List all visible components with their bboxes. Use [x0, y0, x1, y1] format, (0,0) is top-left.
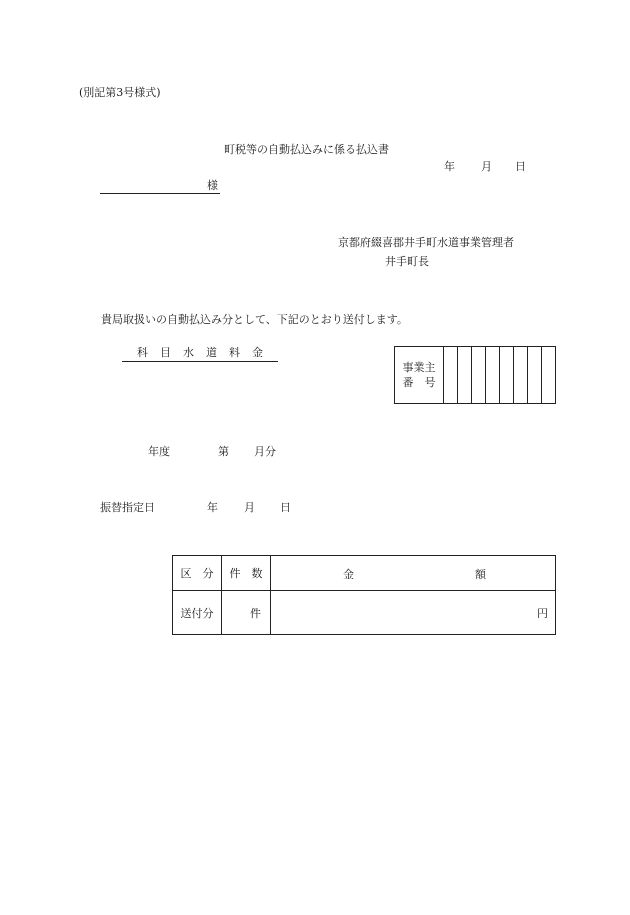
body-text: 貴局取扱いの自動払込み分として、下記のとおり送付します。 [101, 313, 408, 326]
recipient-name-line[interactable] [100, 193, 220, 194]
subject-char: 科 [137, 346, 148, 359]
summary-table [172, 555, 556, 635]
sent-amount-cell[interactable] [271, 591, 556, 635]
transfer-month-label: 月 [244, 501, 255, 514]
fiscal-year-label: 年度 [148, 445, 170, 458]
business-number-digit-cell[interactable] [458, 347, 472, 404]
business-number-label [395, 347, 444, 404]
business-number-digit-cell[interactable] [486, 347, 500, 404]
subject-char: 料 [229, 346, 240, 359]
business-number-label-line1: 事業主 [402, 361, 436, 374]
business-number-digit-cell[interactable] [472, 347, 486, 404]
period-ordinal-label: 第 [218, 445, 229, 458]
count-header: 件 数 [222, 556, 271, 591]
business-number-digit-cell[interactable] [514, 347, 528, 404]
business-number-label-line2: 番 号 [402, 376, 436, 389]
sent-count-cell[interactable] [222, 591, 271, 635]
subject-char: 道 [206, 346, 217, 359]
issuer-line-2: 井手町長 [385, 255, 429, 268]
summary-header-row [173, 556, 556, 591]
category-header: 区 分 [173, 556, 222, 591]
subject-char: 目 [160, 346, 171, 359]
period-month-label: 月分 [254, 445, 276, 458]
subject-label [137, 346, 263, 360]
transfer-date-label: 振替指定日 [100, 501, 155, 514]
count-unit: 件 [250, 606, 261, 620]
recipient-suffix: 様 [207, 179, 218, 192]
amount-header [271, 556, 556, 591]
sent-category-cell: 送付分 [173, 591, 222, 635]
business-number-digit-cell[interactable] [444, 347, 458, 404]
business-number-digit-cell[interactable] [500, 347, 514, 404]
date-year-label: 年 [444, 160, 455, 173]
amount-header-right: 額 [475, 568, 486, 581]
business-number-box [394, 346, 556, 404]
date-month-label: 月 [481, 160, 492, 173]
subject-char: 金 [252, 346, 263, 359]
transfer-day-label: 日 [280, 501, 291, 514]
form-number: (別記第3号様式) [79, 86, 161, 99]
business-number-digit-cell[interactable] [542, 347, 556, 404]
document-title: 町税等の自動払込みに係る払込書 [224, 143, 389, 156]
transfer-year-label: 年 [207, 501, 218, 514]
issuer-line-1: 京都府綴喜郡井手町水道事業管理者 [338, 236, 514, 249]
subject-underline [122, 361, 278, 362]
amount-header-left: 金 [343, 568, 354, 581]
business-number-digit-cell[interactable] [528, 347, 542, 404]
amount-unit: 円 [537, 606, 548, 620]
summary-data-row [173, 591, 556, 635]
subject-char: 水 [183, 346, 194, 359]
date-day-label: 日 [515, 160, 526, 173]
